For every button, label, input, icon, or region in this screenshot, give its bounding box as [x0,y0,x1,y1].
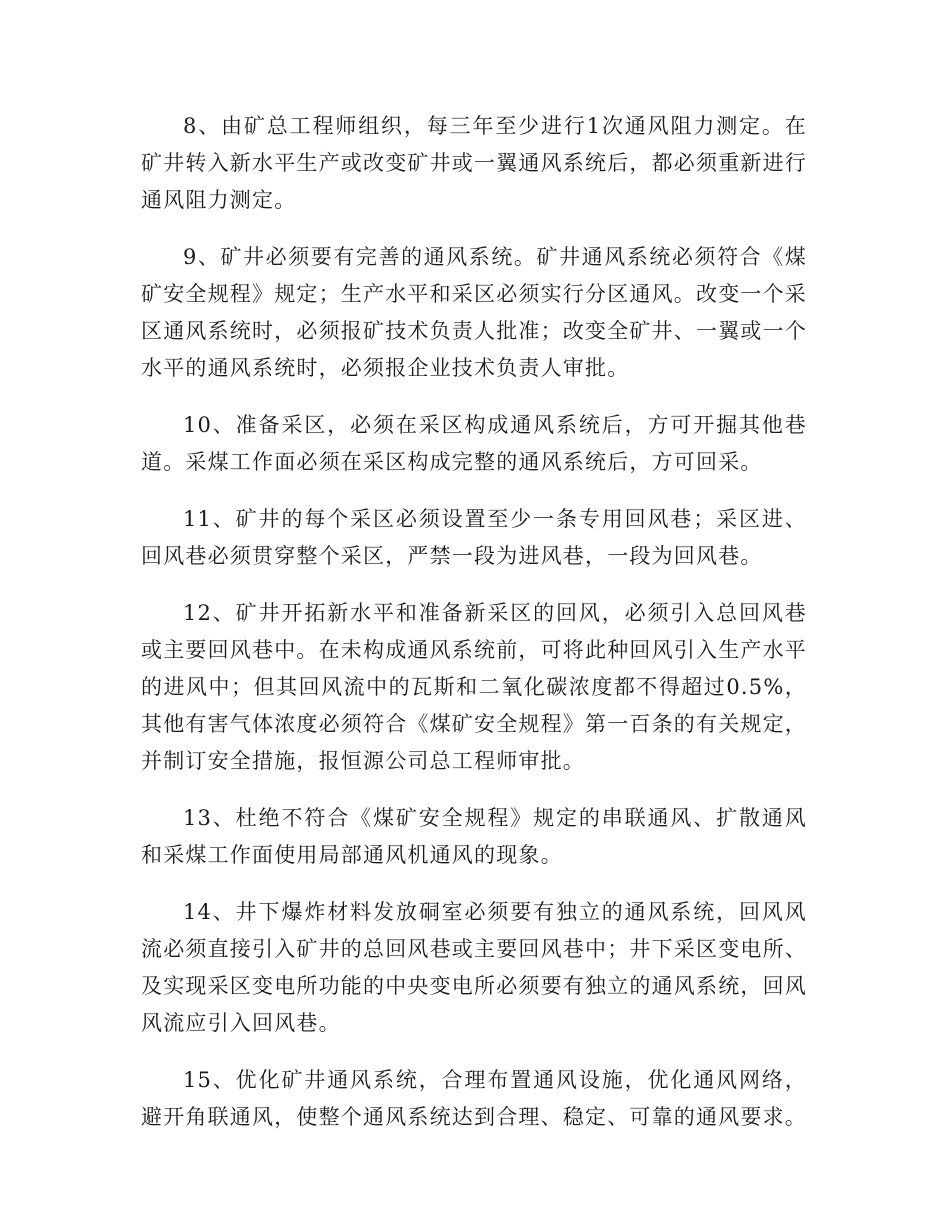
paragraph-13: 13、杜绝不符合《煤矿安全规程》规定的串联通风、扩散通风和采煤工作面使用局部通风机通风的现象。 [141,806,807,867]
paragraph-14: 14、井下爆炸材料发放硐室必须要有独立的通风系统，回风风流必须直接引入矿井的总回风巷或主要回风巷中；井下采区变电所、及实现采区变电所功能的中央变电所必须要有独立的通风系统，回风风流应引入回风巷。 [141,900,807,1035]
paragraph-12: 12、矿井开拓新水平和准备新采区的回风，必须引入总回风巷或主要回风巷中。在未构成通风系统前，可将此种回风引入生产水平的进风中；但其回风流中的瓦斯和二氧化碳浓度都不得超过0.5%，其他有害气体浓度必须符合《煤矿安全规程》第一百条的有关规定，并制订安全措施，报恒源公司总工程师审批。 [141,601,807,773]
paragraph-11: 11、矿井的每个采区必须设置至少一条专用回风巷；采区进、回风巷必须贯穿整个采区，严禁一段为进风巷，一段为回风巷。 [141,507,807,568]
paragraph-8: 8、由矿总工程师组织，每三年至少进行1次通风阻力测定。在矿井转入新水平生产或改变矿井或一翼通风系统后，都必须重新进行通风阻力测定。 [141,114,807,212]
paragraph-10: 10、准备采区，必须在采区构成通风系统后，方可开掘其他巷道。采煤工作面必须在采区构成完整的通风系统后，方可回采。 [141,413,807,474]
paragraph-15: 15、优化矿井通风系统，合理布置通风设施，优化通风网络，避开角联通风，使整个通风系统达到合理、稳定、可靠的通风要求。 [141,1068,807,1129]
document-body [141,108,807,1156]
paragraph-9: 9、矿井必须要有完善的通风系统。矿井通风系统必须符合《煤矿安全规程》规定；生产水平和采区必须实行分区通风。改变一个采区通风系统时，必须报矿技术负责人批准；改变全矿井、一翼或一个水平的通风系统时，必须报企业技术负责人审批。 [141,245,807,380]
